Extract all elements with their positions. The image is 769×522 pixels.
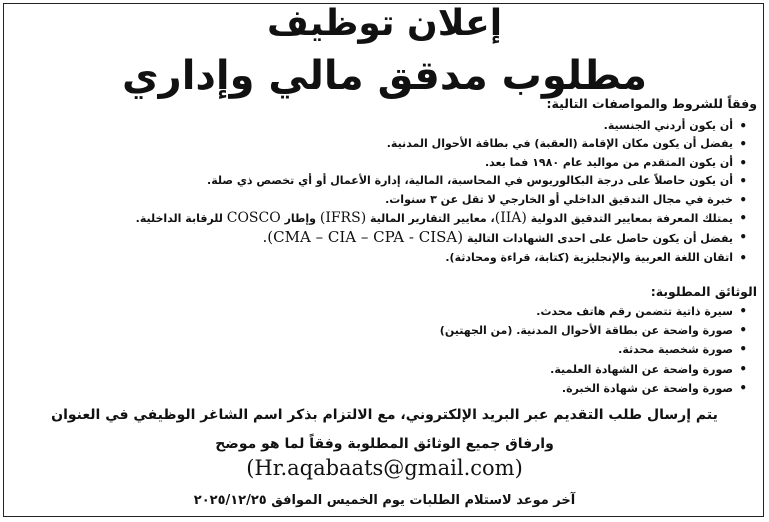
list-item: • أن يكون المتقدم من مواليد عام ١٩٨٠ فما بعد.	[136, 154, 747, 172]
list-item: • اتقان اللغة العربية والإنجليزية (كتابة، قراءة ومحادثة).	[136, 249, 747, 267]
list-item: • صورة واضحة عن بطاقة الأحوال المدنية. (من الجهتين)	[440, 321, 747, 340]
list-item: • صورة شخصية محدثة.	[440, 340, 747, 359]
requirements-heading: وفقاً للشروط والمواصفات التالية:	[546, 96, 757, 111]
ifrs-label: (IFRS)	[319, 210, 367, 227]
job-title: مطلوب مدقق مالي وإداري	[122, 53, 647, 99]
application-instructions: يتم إرسال طلب التقديم عبر البريد الإلكتروني، مع الالتزام بذكر اسم الشاغر الوظيفي في العنوان	[51, 407, 718, 423]
list-item: • أن يكون أردني الجنسية.	[136, 117, 747, 135]
standards-text: ، معايير التقارير المالية	[370, 212, 495, 226]
deadline-text: آخر موعد لاستلام الطلبات يوم الخميس الموافق ٢٠٢٥/١٢/٢٥	[193, 493, 576, 508]
certificates-text: يفضل أن يكون حاصل على احدى الشهادات التالية	[466, 232, 733, 246]
ad-title: إعلان توظيف	[266, 3, 503, 44]
contact-email: (Hr.aqabaats@gmail.com)	[246, 456, 523, 480]
documents-heading: الوثائق المطلوبة:	[650, 284, 757, 299]
list-item: • صورة واضحة عن الشهادة العلمية.	[440, 360, 747, 379]
cosco-label: COSCO	[226, 210, 281, 227]
standards-text: للرقابة الداخلية.	[135, 212, 223, 226]
list-item: • خبرة في مجال التدقيق الداخلي أو الخارجي لا تقل عن ٣ سنوات.	[136, 191, 747, 209]
iia-label: (IIA)	[494, 210, 527, 227]
standards-text: يمتلك المعرفة بمعايير التدقيق الدولية	[530, 212, 733, 226]
attachment-instructions: وارفاق جميع الوثائق المطلوبة وفقاً لما هو موضح	[215, 436, 554, 452]
standards-text: وإطار	[284, 212, 316, 226]
list-item: • سيرة ذاتية تتضمن رقم هاتف محدث.	[440, 302, 747, 321]
list-item	[136, 228, 747, 248]
documents-list	[440, 302, 747, 398]
list-item	[136, 209, 747, 228]
list-item: • يفضل أن يكون مكان الإقامة (العقبة) في بطاقة الأحوال المدنية.	[136, 135, 747, 153]
list-item: • صورة واضحة عن شهادة الخبرة.	[440, 379, 747, 398]
list-item: • أن يكون حاصلاً على درجة البكالوريوس في المحاسبة، المالية، إدارة الأعمال أو أي تخصص ذي صلة.	[136, 172, 747, 190]
requirements-list	[136, 117, 747, 267]
certificates-list: (CMA – CIA – CPA - CISA).	[262, 228, 464, 247]
